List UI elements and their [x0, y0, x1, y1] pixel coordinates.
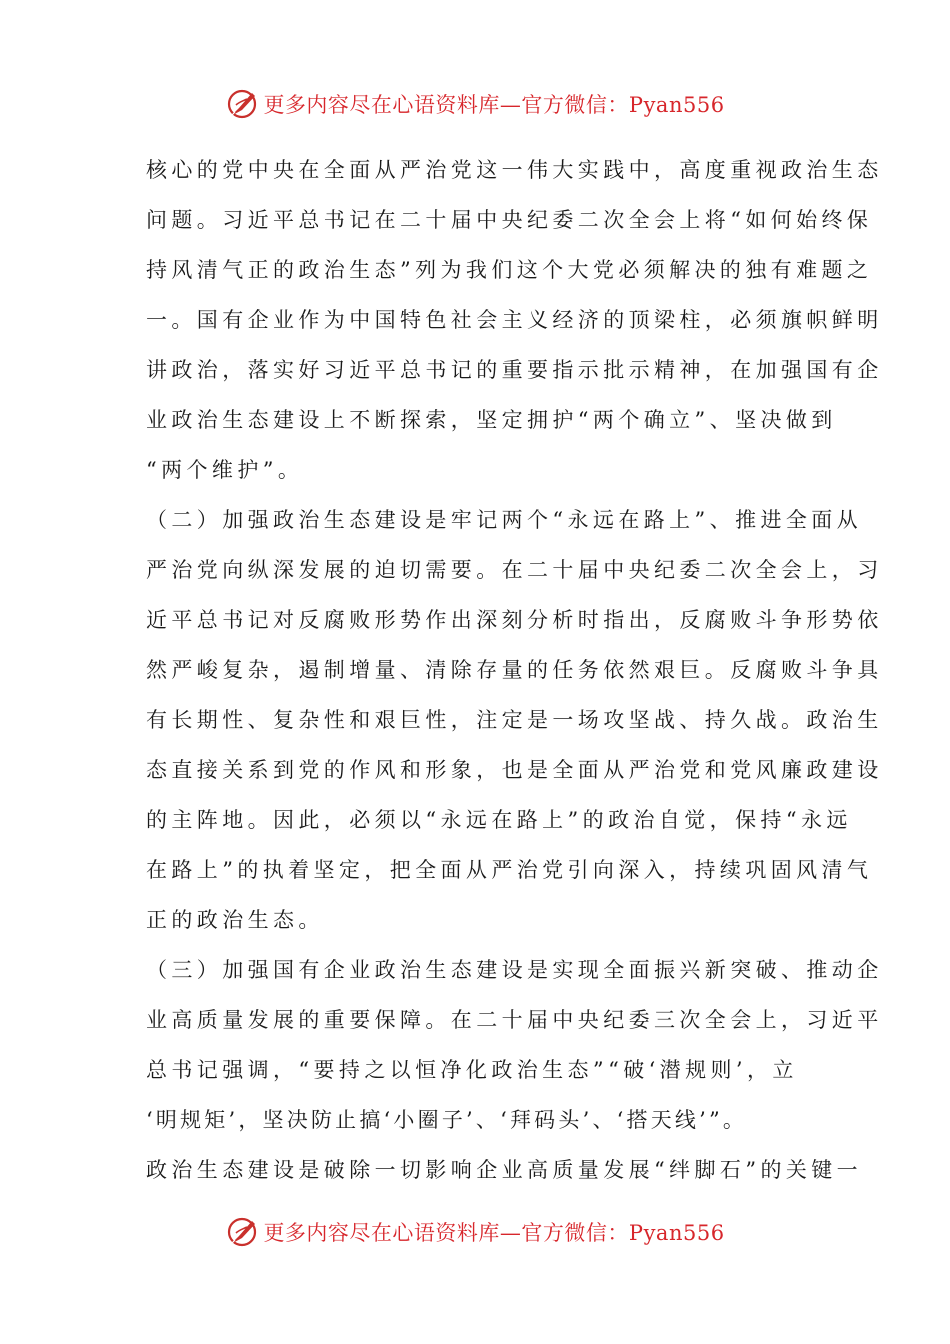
- header-banner: [0, 84, 950, 124]
- footer-banner: [0, 1212, 950, 1252]
- text-line: 在路上”的执着坚定，把全面从严治党引向深入，持续巩固风清气: [146, 858, 873, 882]
- text-line: 正的政治生态。: [146, 908, 324, 932]
- text-line: 持风清气正的政治生态”列为我们这个大党必须解决的独有难题之: [146, 258, 873, 282]
- pen-logo-icon: [225, 1215, 259, 1249]
- text-line: 有长期性、复杂性和艰巨性，注定是一场攻坚战、持久战。政治生: [146, 708, 883, 732]
- text-line: ‘明规矩’，坚决防止搞‘小圈子’、‘拜码头’、‘搭天线’”。: [146, 1108, 748, 1132]
- text-line: 近平总书记对反腐败形势作出深刻分析时指出，反腐败斗争形势依: [146, 608, 883, 632]
- text-line: “两个维护”。: [146, 458, 304, 482]
- pen-logo-icon: [225, 87, 259, 121]
- text-line: 然严峻复杂，遏制增量、清除存量的任务依然艰巨。反腐败斗争具: [146, 658, 883, 682]
- text-line: 政治生态建设是破除一切影响企业高质量发展“绊脚石”的关键一: [146, 1158, 863, 1182]
- text-line: 态直接关系到党的作风和形象，也是全面从严治党和党风廉政建设: [146, 758, 883, 782]
- text-line: 讲政治，落实好习近平总书记的重要指示批示精神，在加强国有企: [146, 358, 883, 382]
- banner-text: 更多内容尽在心语资料库—官方微信：Pyan556: [263, 93, 725, 117]
- document-body: [146, 145, 883, 1195]
- text-line: （三）加强国有企业政治生态建设是实现全面振兴新突破、推动企: [146, 958, 883, 982]
- text-line: 问题。习近平总书记在二十届中央纪委二次全会上将“如何始终保: [146, 208, 873, 232]
- text-line: 业高质量发展的重要保障。在二十届中央纪委三次全会上，习近平: [146, 1008, 883, 1032]
- text-line: 业政治生态建设上不断探索，坚定拥护“两个确立”、坚决做到: [146, 408, 837, 432]
- text-line: 的主阵地。因此，必须以“永远在路上”的政治自觉，保持“永远: [146, 808, 852, 832]
- text-line: （二）加强政治生态建设是牢记两个“永远在路上”、推进全面从: [146, 508, 863, 532]
- text-line: 严治党向纵深发展的迫切需要。在二十届中央纪委二次全会上，习: [146, 558, 883, 582]
- banner-text: 更多内容尽在心语资料库—官方微信：Pyan556: [263, 1221, 725, 1245]
- text-line: 核心的党中央在全面从严治党这一伟大实践中，高度重视政治生态: [146, 158, 883, 182]
- text-line: 总书记强调，“要持之以恒净化政治生态”“破‘潜规则’，立: [146, 1058, 798, 1082]
- text-line: 一。国有企业作为中国特色社会主义经济的顶梁柱，必须旗帜鲜明: [146, 308, 883, 332]
